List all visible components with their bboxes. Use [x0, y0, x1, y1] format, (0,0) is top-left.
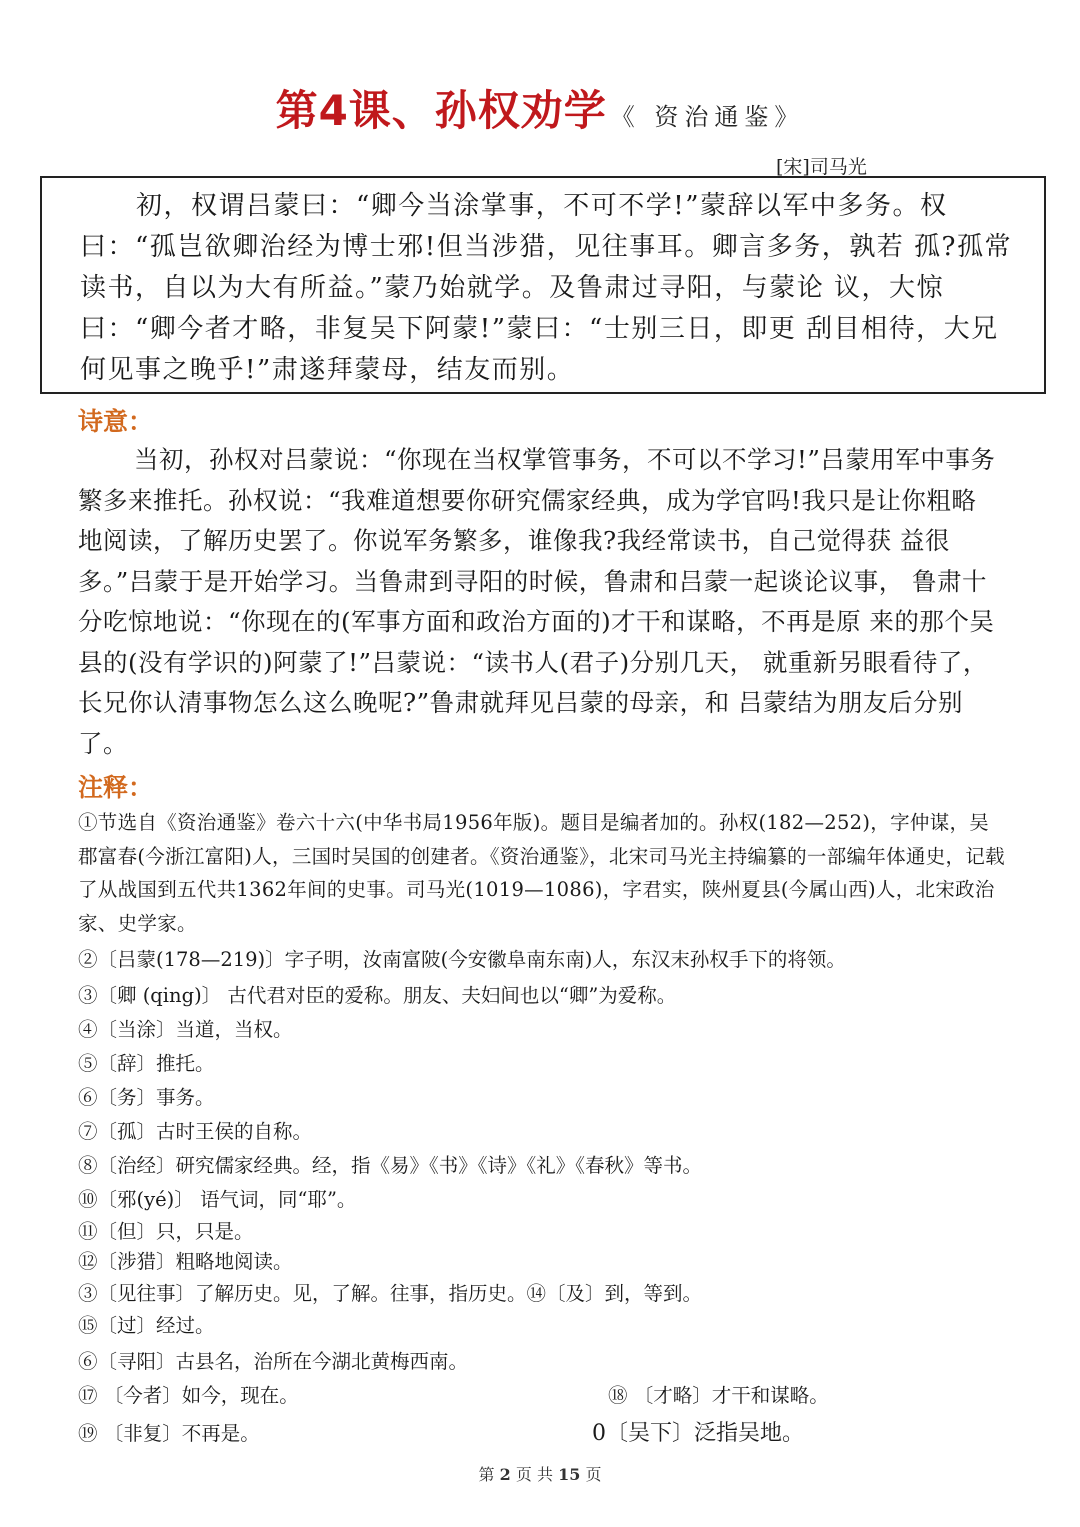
title-wrap [0, 78, 1080, 138]
note-17: ⑰ 〔今者〕如今，现在。 [78, 1384, 299, 1407]
note-20: 0〔吴下〕泛指吴地。 [592, 1421, 804, 1446]
note-6: ⑥〔务〕事务。 [78, 1086, 215, 1109]
note-10: ⑩〔邪(yé)〕 语气词，同“耶”。 [78, 1188, 357, 1211]
note-8: ⑧〔治经〕研究儒家经典。经，指《易》《书》《诗》《礼》《春秋》等书。 [78, 1154, 703, 1177]
footer-suffix: 页 [585, 1465, 602, 1484]
translation [78, 440, 998, 764]
note-7: ⑦〔孤〕古时王侯的自称。 [78, 1120, 313, 1143]
footer-prefix: 第 [478, 1465, 495, 1484]
note-13: ③〔见往事〕了解历史。见，了解。往事，指历史。⑭〔及〕到，等到。 [78, 1282, 703, 1305]
note-12: ⑫〔涉猎〕粗略地阅读。 [78, 1250, 293, 1273]
original-text: 初，权谓吕蒙曰：“卿今当涂掌事，不可不学!”蒙辞以军中多务。权曰：“孤岂欲卿治经为博士邪!但当涉猎，见往事耳。卿言多务，孰若 孤?孤常读书，自以为大有所益。”蒙乃始就学。及鲁肃过寻阳，与蒙论 议，大惊曰：“卿今者才略，非复吴下阿蒙!”蒙曰：“士别三日，即更 刮目相待，大兄何见事之晚乎!”肃遂拜蒙母，结友而别。 [80, 191, 1012, 385]
note-11: ⑪〔但〕只，只是。 [78, 1220, 254, 1243]
original-text-box [40, 176, 1046, 394]
note-2: ②〔吕蒙(178—219)〕字子明，汝南富陂(今安徽阜南东南)人，东汉末孙权手下的将领。 [78, 948, 846, 971]
note-16: ⑥〔寻阳〕古县名，治所在今湖北黄梅西南。 [78, 1350, 469, 1373]
translation-text: 当初，孙权对吕蒙说：“你现在当权掌管事务，不可以不学习!”吕蒙用军中事务繁多来推托。孙权说：“我难道想要你研究儒家经典，成为学官吗!我只是让你粗略地阅读，了解历史罢了。你说军务繁多，谁像我?我经常读书，自己觉得获 益很多。”吕蒙于是开始学习。当鲁肃到寻阳的时候，鲁肃和吕蒙一起谈论议事， 鲁肃十分吃惊地说：“你现在的(军事方面和政治方面的)才干和谋略，不再是原 来的那个吴县的(没有学识的)阿蒙了!”吕蒙说：“读书人(君子)分别几天， 就重新另眼看待了，长兄你认清事物怎么这么晚呢?”鲁肃就拜见吕蒙的母亲，和 吕蒙结为朋友后分别了。 [78, 445, 996, 758]
notes-heading: 注释： [78, 773, 154, 802]
note-15: ⑮〔过〕经过。 [78, 1314, 215, 1337]
note-18: ⑱ 〔才略〕才干和谋略。 [608, 1384, 829, 1407]
page-footer [0, 1462, 1080, 1485]
lesson-title: 第4课、孙权劝学 [275, 86, 607, 135]
footer-middle: 页 共 [515, 1465, 553, 1484]
page-number: 2 [499, 1465, 511, 1484]
note-1: ①节选自《资治通鉴》卷六十六(中华书局1956年版)。题目是编者加的。孙权(182—252)，字仲谋，吴郡富春(今浙江富阳)人，三国时吴国的创建者。《资治通鉴》，北宋司马光主持编纂的一部编年体通史，记载了从战国到五代共1362年间的史事。司马光(1019—1086)，字君实，陕州夏县(今属山西)人，北宋政治家、史学家。 [78, 811, 1005, 935]
note-5: ⑤〔辞〕推托。 [78, 1052, 215, 1075]
note-3: ③〔卿 (qing)〕 古代君对臣的爱称。朋友、夫妇间也以“卿”为爱称。 [78, 984, 677, 1007]
page-total: 15 [558, 1465, 581, 1484]
translation-heading: 诗意： [78, 407, 154, 436]
note-19: ⑲ 〔非复〕不再是。 [78, 1422, 260, 1445]
source-title: 《 资治通鉴》 [610, 103, 805, 131]
author: [宋]司马光 [776, 156, 867, 178]
note-4: ④〔当涂〕当道，当权。 [78, 1018, 293, 1041]
